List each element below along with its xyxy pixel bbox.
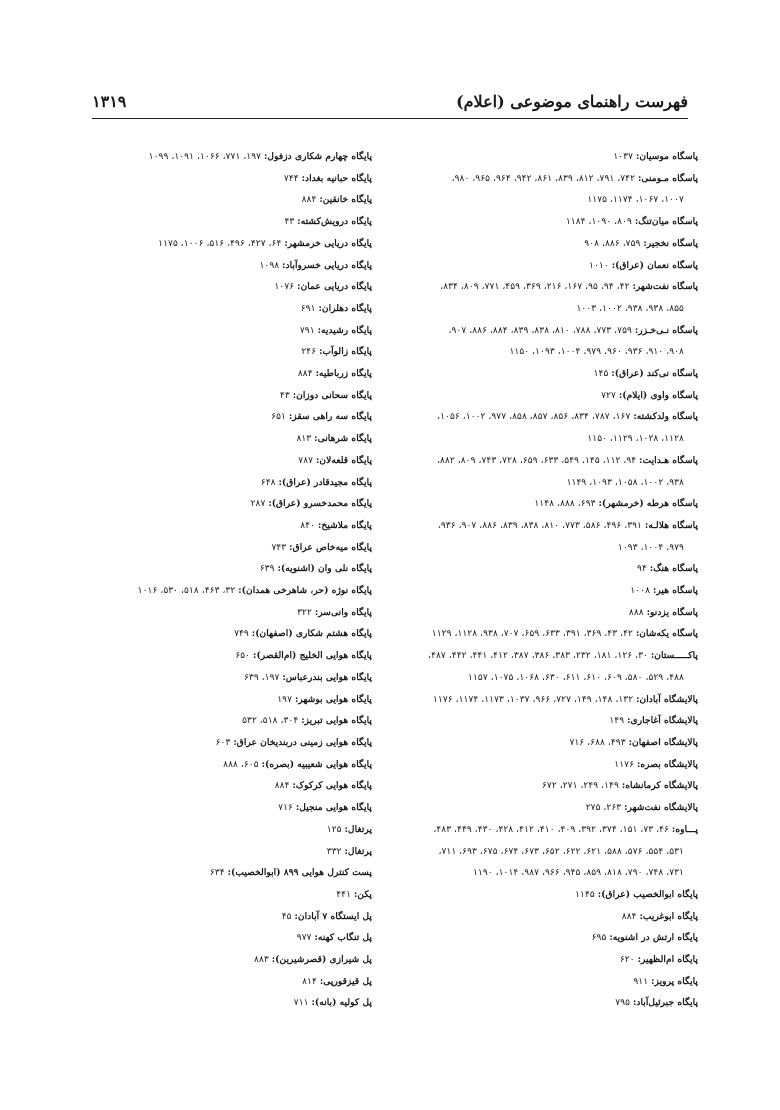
page-references: ۱۰۹۸ (259, 259, 283, 271)
index-entry (87, 884, 372, 906)
index-term: پل تنگاب کهنه: (314, 932, 372, 944)
index-entry (398, 884, 698, 906)
page-references: ۱۴۵ (593, 368, 612, 380)
index-term: پایگاه ارتش در اشنویه: (609, 932, 698, 944)
page-references: ۴۲، ۴۳، ۳۶۹، ۳۹۱، ۶۳۳، ۶۵۹، ۷۰۷، ۹۳۸، ۱۱۲۸، ۱۱۲۹ (431, 628, 636, 640)
page-references: ۵۳۱، ۵۵۴، ۵۷۶، ۵۸۸، ۶۲۱، ۶۲۲، ۶۵۲، ۶۷۳، ۶۷۴، ۶۷۵، ۶۹۳، ۷۱۱، (438, 845, 684, 857)
index-column-right (398, 146, 698, 1014)
index-entry (398, 493, 698, 515)
index-term: پاسگاه هنگ: (649, 563, 698, 575)
page-references: ۶۹۱ (300, 302, 319, 314)
index-entry (87, 667, 372, 689)
index-entry (87, 949, 372, 971)
page-references: ۸۵۵، ۹۳۸، ۹۳۸، ۱۰۰۲، ۱۰۰۳ (576, 302, 684, 314)
page-references: ۳۰، ۱۲۶، ۱۸۱، ۲۳۲، ۳۸۳، ۳۸۶، ۳۸۷، ۴۱۲، ۴۴۱، ۴۴۲، ۴۸۷، (428, 650, 651, 662)
index-term: پل کولیه (بانه): (311, 997, 372, 1009)
index-term: پاسگاه نـی‌خـزر: (634, 324, 698, 336)
page-references: ۴۸۸، ۵۲۹، ۵۸۰، ۶۰۹، ۶۱۰، ۶۱۱، ۶۳۰، ۱۰۶۸، ۱۰۷۵، ۱۱۵۷ (468, 671, 684, 683)
page-references: ۶۳۹ (259, 563, 278, 575)
index-entry (87, 992, 372, 1014)
page-references: ۱۰۰۸ (630, 585, 653, 597)
page-references: ۶۵۱ (271, 411, 289, 423)
page-references: ۹۳۸، ۱۰۰۲، ۱۰۵۸، ۱۰۹۳، ۱۱۴۹ (566, 476, 684, 488)
index-entry (398, 276, 698, 298)
page-references: ۹۱۱ (633, 975, 652, 987)
page-references: ۶۹۵ (591, 932, 610, 944)
index-term: پالایشگاه کرمانشاه: (621, 780, 698, 792)
index-term: پایگاه خانقین: (319, 194, 372, 206)
index-term: پالایشگاه آغاجاری: (627, 715, 698, 727)
index-term: پایگاه ابوالخصیب (عراق): (597, 888, 698, 900)
index-term: پاسگاه هرطه (خرمشهر): (598, 498, 698, 510)
page-references: ۹۷۷ (296, 932, 315, 944)
page-references: ۱۲۵ (326, 823, 345, 835)
index-term: پایگاه دریایی خرمشهر: (284, 237, 372, 249)
index-term: پایگاه هوایی تبریز: (301, 715, 372, 727)
index-term: پایگاه هشتم شکاری (اصفهان): (251, 628, 372, 640)
page-references: ۶۴، ۴۲۷، ۴۹۶، ۵۱۶، ۱۰۰۶، ۱۱۷۵ (158, 237, 285, 249)
index-term: پاسگاه هـدایت: (639, 454, 698, 466)
index-entry (398, 906, 698, 928)
index-entry (398, 450, 698, 472)
page-references: ۱۰۰۷، ۱۰۶۷، ۱۱۷۴، ۱۱۷۵ (587, 194, 684, 206)
index-entry (87, 168, 372, 190)
page-references: ۷۹۱ (299, 324, 318, 336)
page-references: ۸۸۴ (301, 194, 320, 206)
index-term: پاسگاه واوی (ایلام): (618, 389, 698, 401)
index-entry (398, 558, 698, 580)
page-references: ۳۳۲ (326, 845, 345, 857)
page-references: ۴۳ (284, 216, 298, 228)
page-references: ۱۴۹ (609, 715, 628, 727)
index-entry (398, 602, 698, 624)
index-term: پاسگاه نفت‌شهر: (632, 281, 698, 293)
index-term: پل ایستگاه ۷ آبادان: (294, 910, 372, 922)
page-references: ۸۸۳ (254, 954, 272, 966)
index-entry-continuation (398, 472, 698, 494)
page-references: ۶۲۰ (619, 954, 638, 966)
page-references: ۶۳۴ (209, 867, 228, 879)
page-references: ۱۰۳۷ (613, 151, 636, 162)
index-entry (398, 320, 698, 342)
page-references: ۶۵۰ (235, 650, 254, 662)
index-term: پایگاه جبرئیل‌آباد: (633, 997, 698, 1009)
index-term: پایگاه نوژه (حر، شاهرخی همدان): (238, 585, 372, 597)
index-entry (398, 515, 698, 537)
page-references: ۷۸۷ (298, 454, 317, 466)
running-title: فهرست راهنمای موضوعی (اعلام) (456, 92, 688, 111)
index-term: پل شیرازی (قصرشیرین): (271, 954, 372, 966)
index-entry (87, 819, 372, 841)
index-term: پایگاه ملاشیخ: (318, 519, 372, 531)
index-entry (87, 146, 372, 168)
page-references: ۱۳۲، ۱۴۸، ۱۴۹، ۷۲۷، ۹۶۶، ۱۰۳۷، ۱۱۷۳، ۱۱۷۴، ۱۱۷۶ (432, 693, 637, 705)
page-references: ۳۰۴، ۵۱۸، ۵۳۲ (242, 715, 302, 727)
page-references: ۶۰۳ (215, 736, 234, 748)
page-references: ۱۰۱۰ (589, 259, 612, 271)
page-references: ۸۰۹، ۱۰۹۰، ۱۱۸۴ (565, 216, 635, 228)
index-entry (398, 385, 698, 407)
index-term: پایگاه هوایی بوشهر: (294, 693, 372, 705)
index-entry (87, 341, 372, 363)
index-entry (87, 189, 372, 211)
page-references: ۱۹۷ (277, 693, 295, 705)
page-number: ۱۳۱۹ (92, 92, 127, 111)
index-entry (398, 580, 698, 602)
index-entry (87, 493, 372, 515)
page-references: ۱۱۷۶ (614, 758, 637, 770)
index-entry (87, 580, 372, 602)
index-entry (87, 363, 372, 385)
page-references: ۹۷۹، ۱۰۰۴، ۱۰۹۳ (617, 541, 684, 553)
index-entry (87, 537, 372, 559)
index-entry-continuation (398, 667, 698, 689)
index-entry (87, 255, 372, 277)
index-term: پاسگاه میان‌تنگ: (634, 216, 698, 228)
index-term: پرتغال: (344, 823, 372, 835)
index-entry-continuation (398, 841, 698, 863)
page-references: ۷۴۹ (234, 628, 252, 640)
page-references: ۷۴۳ (271, 541, 290, 553)
index-entry (87, 710, 372, 732)
page-references: ۳۲، ۴۶۳، ۵۱۸، ۵۳۰، ۱۰۱۶ (137, 585, 239, 597)
index-entry-continuation (398, 428, 698, 450)
index-entry (398, 363, 698, 385)
index-entry (87, 732, 372, 754)
page-header (92, 92, 688, 116)
index-entry (398, 645, 698, 667)
index-term: پایگاه هوایی بندرعباس: (282, 671, 372, 683)
page-references: ۲۸۷ (250, 498, 269, 510)
index-entry (87, 645, 372, 667)
page-references: ۸۸۴ (621, 910, 640, 922)
index-entry (87, 211, 372, 233)
index-term: پایگاه هوایی منجیل: (295, 802, 372, 814)
index-entry (398, 710, 698, 732)
index-entry (87, 841, 372, 863)
page-references: ۷۱۱ (293, 997, 312, 1009)
page-references: ۷۵۹، ۷۷۳، ۷۸۸، ۸۱۰، ۸۳۸، ۸۳۹، ۸۸۴، ۸۸۶، ۹۰۷، (448, 324, 635, 336)
index-entry (87, 754, 372, 776)
index-entry (398, 949, 698, 971)
page-references: ۷۳۱، ۷۴۸، ۷۹۰، ۸۱۸، ۸۵۹، ۹۴۵، ۹۶۶، ۹۸۷، ۱۰۱۴، ۱۱۹۰ (472, 867, 684, 879)
index-entry (398, 233, 698, 255)
page-references: ۱۶۷، ۷۸۷، ۸۳۴، ۸۵۶، ۸۵۷، ۸۵۸، ۹۷۷، ۱۰۰۲، ۱۰۵۶، (437, 411, 634, 423)
index-term: پـــاوه: (671, 823, 698, 835)
index-term: پایگاه ابوغریب: (639, 910, 698, 922)
page-references: ۱۱۴۵ (575, 888, 598, 900)
index-entry (398, 775, 698, 797)
index-term: پایگاه ام‌الظهیر: (637, 954, 698, 966)
index-entry (398, 689, 698, 711)
index-entry-continuation (398, 189, 698, 211)
page-references: ۱۹۷، ۷۷۱، ۱۰۶۶، ۱۰۹۱، ۱۰۹۹ (148, 151, 265, 162)
index-term: پایگاه شرهانی: (314, 433, 372, 445)
index-entry (398, 211, 698, 233)
page-references: ۷۲۷ (601, 389, 619, 401)
page-references: ۲۶۳، ۲۷۵ (585, 802, 625, 814)
index-term: پاسگاه ولدکشته: (633, 411, 698, 423)
index-term: پاکـــــستان: (650, 650, 698, 662)
index-entry (398, 819, 698, 841)
page-references: ۶۴۸ (260, 476, 279, 488)
page-references: ۸۴۰ (300, 519, 318, 531)
index-term: پاسگاه یکه‌شان: (635, 628, 698, 640)
page-references: ۷۵۹، ۸۸۶، ۹۰۸ (584, 237, 644, 249)
index-entry (87, 428, 372, 450)
index-entry (87, 927, 372, 949)
index-entry (398, 992, 698, 1014)
index-term: پایگاه پرویز: (651, 975, 698, 987)
index-term: پایگاه هوایی کرکوک: (292, 780, 372, 792)
page-references: ۶۹۳، ۸۸۸، ۱۱۴۸ (534, 498, 599, 510)
index-entry (87, 472, 372, 494)
page-references: ۴۵ (281, 910, 295, 922)
index-term: پایگاه قلعه‌لان: (316, 454, 372, 466)
index-term: پاسگاه مـومنی: (637, 172, 698, 184)
page-references: ۴۴۱ (336, 888, 354, 900)
index-term: پل قیزقورپی: (319, 975, 372, 987)
index-entry (87, 862, 372, 884)
page-references: ۴۳ (279, 389, 293, 401)
page-references: ۸۸۴ (274, 780, 293, 792)
index-term: پایگاه رشیدیه: (317, 324, 372, 336)
page-references: ۴۲، ۹۴، ۹۵، ۱۶۷، ۲۱۶، ۳۶۹، ۴۵۹، ۷۷۱، ۸۰۹، ۸۳۴، (440, 281, 633, 293)
index-entry (87, 515, 372, 537)
index-term: پاسگاه نی‌کند (عراق): (611, 368, 698, 380)
page-references: ۱۴۹، ۲۴۹، ۲۷۱، ۶۷۲ (542, 780, 622, 792)
header-rule (92, 118, 688, 119)
index-term: پایگاه هوایی زمینی دربندیخان عراق: (233, 736, 372, 748)
index-term: پاسگاه یزدنو: (646, 606, 698, 618)
page-references: ۱۱۲۸، ۱۰۲۸، ۱۱۲۹، ۱۱۵۰ (587, 433, 684, 445)
index-term: پایگاه دریایی خسروآباد: (282, 259, 372, 271)
index-term: پست کنترل هوایی ۸۹۹ (ابوالخصیب): (227, 867, 372, 879)
index-entry (87, 385, 372, 407)
index-entry-continuation (398, 298, 698, 320)
index-term: پالایشگاه آبادان: (636, 693, 698, 705)
page-references: ۴۹۳، ۶۸۸، ۷۱۶ (569, 736, 629, 748)
index-entry (87, 558, 372, 580)
index-term: پایگاه سه راهی سقز: (288, 411, 372, 423)
index-entry (398, 754, 698, 776)
index-entry (398, 732, 698, 754)
index-term: پایگاه سحانی دوزان: (292, 389, 372, 401)
index-term: پایگاه محمدخسرو (عراق): (268, 498, 372, 510)
index-entry (87, 320, 372, 342)
index-term: پاسگاه هیر: (652, 585, 698, 597)
index-entry (87, 233, 372, 255)
page-references: ۱۰۷۶ (274, 281, 298, 293)
index-entry (398, 168, 698, 190)
index-term: پاسگاه نعمان (عراق): (611, 259, 698, 271)
page-references: ۴۶، ۷۳، ۱۵۱، ۳۷۴، ۳۹۲، ۴۰۹، ۴۱۰، ۴۱۲، ۴۲۸، ۴۳۰، ۴۴۹، ۴۸۳، (433, 823, 672, 835)
index-term: پاسگاه نخجیر: (643, 237, 698, 249)
page-references: ۷۴۲، ۷۹۱، ۸۱۲، ۸۳۹، ۸۶۱، ۹۴۲، ۹۶۴، ۹۶۵، ۹۸۰، (451, 172, 638, 184)
index-term: پالایشگاه اصفهان: (628, 736, 698, 748)
index-term: پایگاه زرباطیه: (315, 368, 372, 380)
index-term: پالایشگاه بصره: (636, 758, 698, 770)
index-entry (87, 971, 372, 993)
page-references: ۹۴ (637, 563, 650, 575)
index-entry (398, 406, 698, 428)
index-term: پاسگاه هلالـه: (644, 519, 698, 531)
index-term: پایگاه هوایی شعیبیه (بصره): (261, 758, 372, 770)
page-references: ۲۴۶ (301, 346, 320, 358)
index-term: پایگاه زالوآب: (319, 346, 372, 358)
index-entry (87, 276, 372, 298)
page-references: ۷۱۶ (278, 802, 296, 814)
index-entry (87, 775, 372, 797)
index-term: پایگاه دریایی عمان: (297, 281, 372, 293)
index-entry (87, 906, 372, 928)
index-entry (87, 450, 372, 472)
page-references: ۳۹۱، ۴۹۶، ۵۸۶، ۷۷۳، ۸۱۰، ۸۳۸، ۸۳۹، ۸۸۶، ۹۰۷، ۹۳۶، (437, 519, 645, 531)
page-references: ۶۰۵، ۸۸۸ (223, 758, 262, 770)
index-term: پایگاه حبانیه بغداد: (301, 172, 372, 184)
index-entry (87, 602, 372, 624)
index-entry-continuation (398, 341, 698, 363)
index-entry (398, 927, 698, 949)
index-term: پکن: (353, 888, 372, 900)
page-references: ۸۸۸ (628, 606, 647, 618)
index-entry (87, 406, 372, 428)
index-term: پایگاه هوایی الخلیج (ام‌القصر): (253, 650, 372, 662)
index-term: پاسگاه موسیان: (635, 151, 698, 162)
index-entry (398, 623, 698, 645)
page-references: ۹۴، ۱۱۲، ۱۴۵، ۵۴۹، ۶۳۳، ۶۵۹، ۷۲۸، ۷۴۳، ۸۰۹، ۸۸۲، (437, 454, 640, 466)
page-references: ۸۱۳ (296, 433, 315, 445)
index-entry (398, 971, 698, 993)
index-term: پایگاه میه‌خاص عراق: (289, 541, 372, 553)
index-term: پرتغال: (344, 845, 372, 857)
index-entry (398, 797, 698, 819)
page-references: ۹۰۸، ۹۱۰، ۹۳۶، ۹۶۰، ۹۷۹، ۱۰۰۴، ۱۰۹۳، ۱۱۵۰ (509, 346, 684, 358)
index-term: پایگاه نلی وان (اشنویه): (277, 563, 372, 575)
page-references: ۸۱۴ (302, 975, 320, 987)
index-term: پایگاه مجیدقادر (عراق): (278, 476, 372, 488)
index-entry (87, 797, 372, 819)
index-term: پایگاه وانی‌سر: (314, 606, 372, 618)
page-references: ۳۲۲ (297, 606, 315, 618)
index-entry-continuation (398, 862, 698, 884)
index-entry (87, 689, 372, 711)
index-term: پایگاه درویش‌کشته: (297, 216, 372, 228)
index-term: پایگاه دهلران: (318, 302, 372, 314)
index-term: پالایشگاه نفت‌شهر: (624, 802, 698, 814)
index-entry (87, 623, 372, 645)
page-references: ۱۹۷، ۶۳۹ (243, 671, 283, 683)
page-references: ۸۸۴ (297, 368, 316, 380)
index-entry-continuation (398, 537, 698, 559)
index-term: پایگاه چهارم شکاری دزفول: (264, 151, 372, 162)
page-references: ۷۹۵ (615, 997, 633, 1009)
index-entry (398, 255, 698, 277)
page-references: ۷۴۴ (283, 172, 302, 184)
index-column-left (87, 146, 372, 1014)
index-entry (398, 146, 698, 168)
index-entry (87, 298, 372, 320)
